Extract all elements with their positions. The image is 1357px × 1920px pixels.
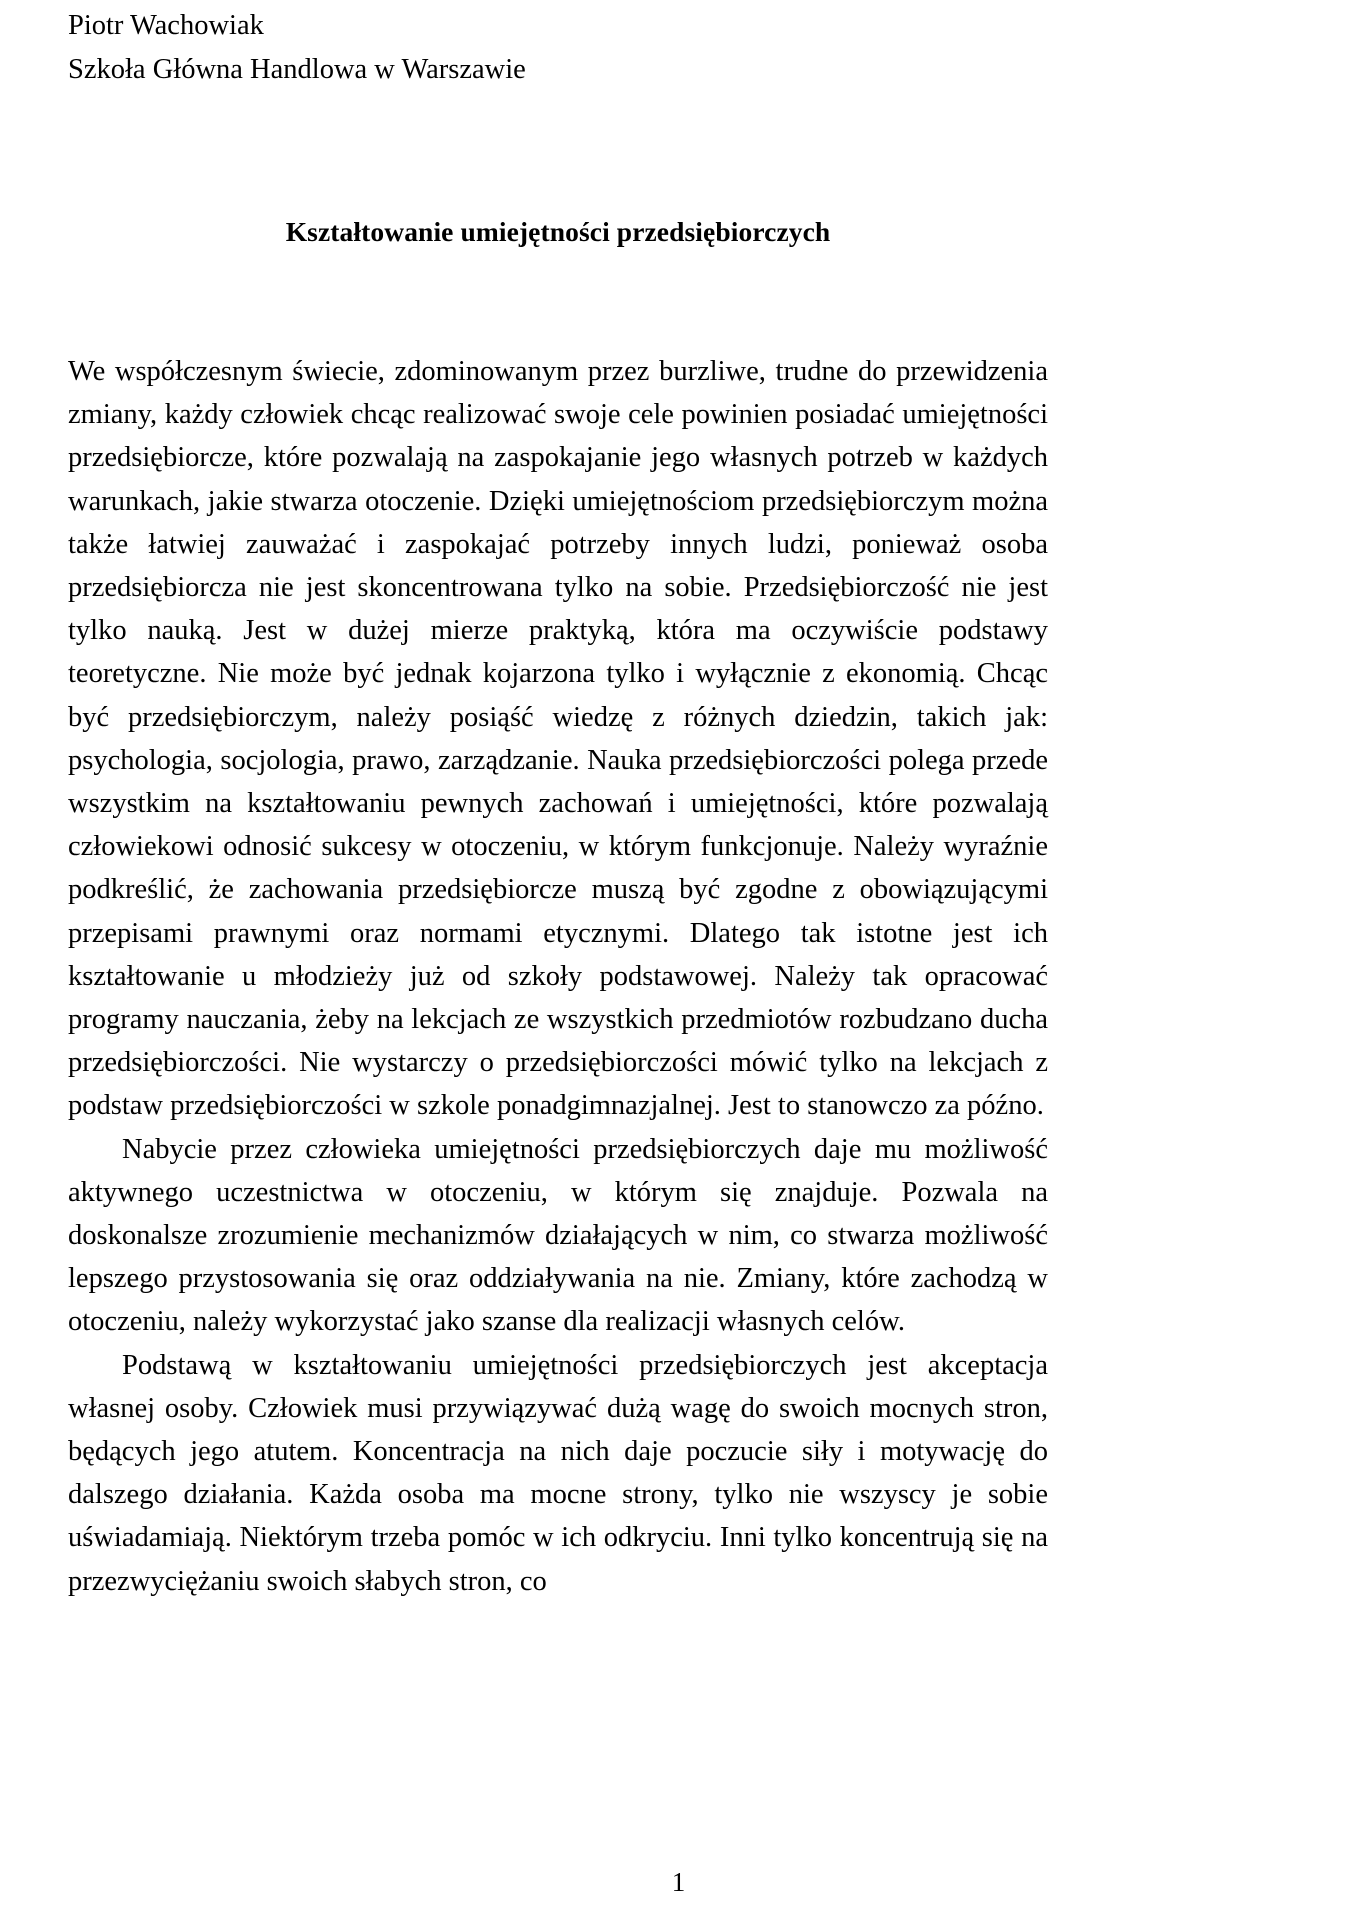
page-content (68, 0, 1048, 1603)
paragraph: Podstawą w kształtowaniu umiejętności przedsiębiorczych jest akceptacja własnej osoby. Człowiek musi przywiązywać dużą wagę do swoich mocnych stron, będących jego atutem. Koncentracja na nich daje poczucie siły i motywację do dalszego działania. Każda osoba ma mocne strony, tylko nie wszyscy je sobie uświadamiają. Niektórym trzeba pomóc w ich odkryciu. Inni tylko koncentrują się na przezwyciężaniu swoich słabych stron, co (68, 1349, 1048, 1597)
paragraph: Nabycie przez człowieka umiejętności przedsiębiorczych daje mu możliwość aktywnego uczestnictwa w otoczeniu, w którym się znajduje. Pozwala na doskonalsze zrozumienie mechanizmów działających w nim, co stwarza możliwość lepszego przystosowania się oraz oddziaływania na nie. Zmiany, które zachodzą w otoczeniu, należy wykorzystać jako szanse dla realizacji własnych celów. (68, 1133, 1048, 1338)
page-number: 1 (671, 1867, 686, 1897)
body-text (68, 350, 1048, 1603)
paragraph: We współczesnym świecie, zdominowanym przez burzliwe, trudne do przewidzenia zmiany, każdy człowiek chcąc realizować swoje cele powinien posiadać umiejętności przedsiębiorcze, które pozwalają na zaspokajanie jego własnych potrzeb w każdych warunkach, jakie stwarza otoczenie. Dzięki umiejętnościom przedsiębiorczym można także łatwiej zauważać i zaspokajać potrzeby innych ludzi, ponieważ osoba przedsiębiorcza nie jest skoncentrowana tylko na sobie. Przedsiębiorczość nie jest tylko nauką. Jest w dużej mierze praktyką, która ma oczywiście podstawy teoretyczne. Nie może być jednak kojarzona tylko i wyłącznie z ekonomią. Chcąc być przedsiębiorczym, należy posiąść wiedzę z różnych dziedzin, takich jak: psychologia, socjologia, prawo, zarządzanie. Nauka przedsiębiorczości polega przede wszystkim na kształtowaniu pewnych zachowań i umiejętności, które pozwalają człowiekowi odnosić sukcesy w otoczeniu, w którym funkcjonuje. Należy wyraźnie podkreślić, że zachowania przedsiębiorcze muszą być zgodne z obowiązującymi przepisami prawnymi oraz normami etycznymi. Dlatego tak istotne jest ich kształtowanie u młodzieży już od szkoły podstawowej. Należy tak opracować programy nauczania, żeby na lekcjach ze wszystkich przedmiotów rozbudzano ducha przedsiębiorczości. Nie wystarczy o przedsiębiorczości mówić tylko na lekcjach z podstaw przedsiębiorczości w szkole ponadgimnazjalnej. Jest to stanowczo za późno. (68, 356, 1048, 1122)
affiliation-line: Szkoła Główna Handlowa w Warszawie (68, 54, 526, 85)
page-title: Kształtowanie umiejętności przedsiębiorczych (285, 216, 831, 247)
author-name: Piotr Wachowiak (68, 10, 264, 41)
